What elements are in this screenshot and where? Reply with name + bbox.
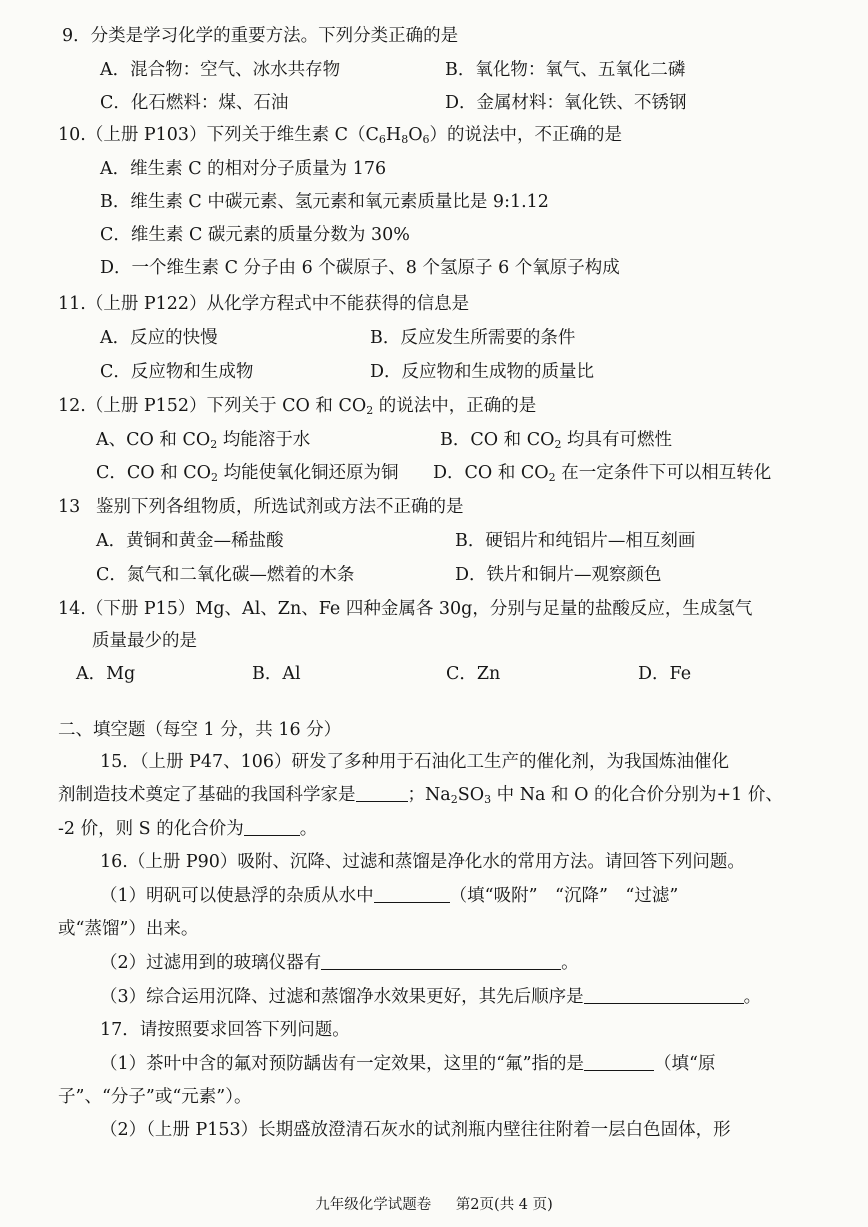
- q14-stem-line2: 质量最少的是: [92, 631, 197, 651]
- q17-stem: 17．请按照要求回答下列问题。: [100, 1020, 350, 1040]
- q14-option-a: A．Mg: [76, 664, 136, 684]
- q11-option-b: B．反应发生所需要的条件: [370, 328, 576, 348]
- footer-page-number: 第2页(共 4 页): [455, 1197, 553, 1213]
- q10-sub-3: 6: [422, 133, 430, 146]
- q12-d-sub: 2: [548, 471, 556, 484]
- q12-d-pre: D．CO 和 CO: [433, 463, 549, 483]
- q12-stem: [58, 394, 536, 418]
- q15-line2-mid-pre: ；Na: [407, 785, 451, 805]
- q15-blank-2[interactable]: [244, 817, 300, 836]
- q11-option-c: C．反应物和生成物: [100, 362, 254, 382]
- q12-c-post: 均能使氧化铜还原为铜: [218, 463, 399, 483]
- q15-blank-1[interactable]: [356, 783, 408, 802]
- q15-line2-pre: 剂制造技术奠定了基础的我国科学家是: [58, 785, 356, 805]
- q15-line3-pre: -2 价，则 S 的化合价为: [58, 819, 244, 839]
- q15-mid: SO: [457, 785, 485, 805]
- q14-stem-line1: 14.（下册 P15）Mg、Al、Zn、Fe 四种金属各 30g，分别与足量的盐酸反应，生成氢气: [58, 599, 753, 619]
- section-title-fill-in: 二、填空题（每空 1 分，共 16 分）: [58, 720, 342, 740]
- q12-d-post: 在一定条件下可以相互转化: [555, 463, 772, 483]
- q17-part1: [100, 1052, 715, 1076]
- q9-stem: 9．分类是学习化学的重要方法。下列分类正确的是: [62, 26, 459, 46]
- q17-part1-line2: 子”、“分子”或“元素”）。: [58, 1087, 252, 1107]
- q12-option-b: [440, 428, 672, 452]
- q15-sub-1: 2: [450, 793, 458, 806]
- q9-option-a: A．混合物：空气、冰水共存物: [100, 60, 341, 80]
- q12-option-a: [96, 428, 310, 452]
- q10-mid-1: H: [385, 125, 402, 145]
- q12-c-sub: 2: [211, 471, 218, 484]
- q12-a-post: 均能溶于水: [217, 430, 311, 450]
- q12-b-sub: 2: [554, 438, 562, 451]
- q10-option-b: B．维生素 C 中碳元素、氢元素和氧元素质量比是 9:1.12: [100, 192, 549, 212]
- q16-p2-pre: （2）过滤用到的玻璃仪器有: [100, 953, 322, 973]
- q12-b-post: 均具有可燃性: [561, 430, 673, 450]
- q12-stem-post: 的说法中，正确的是: [373, 396, 537, 416]
- q16-p3-pre: （3）综合运用沉降、过滤和蒸馏净水效果更好，其先后顺序是: [100, 987, 584, 1007]
- q16-p2-post: 。: [561, 953, 579, 973]
- q12-b-pre: B．CO 和 CO: [440, 430, 555, 450]
- q12-stem-pre: 12.（上册 P152）下列关于 CO 和 CO: [58, 396, 367, 416]
- q10-stem-pre: 10.（上册 P103）下列关于维生素 C（C: [58, 125, 379, 145]
- q13-option-a: A．黄铜和黄金—稀盐酸: [96, 531, 284, 551]
- q16-part3: [100, 985, 761, 1009]
- q10-mid-2: O: [408, 125, 423, 145]
- q16-part1-line2: 或“蒸馏”）出来。: [58, 919, 199, 939]
- q16-blank-3[interactable]: [584, 985, 744, 1004]
- q9-option-b: B．氧化物：氧气、五氧化二磷: [445, 60, 686, 80]
- q10-option-a: A．维生素 C 的相对分子质量为 176: [100, 159, 387, 179]
- q12-a-pre: A、CO 和 CO: [96, 430, 211, 450]
- q16-stem: 16.（上册 P90）吸附、沉降、过滤和蒸馏是净化水的常用方法。请回答下列问题。: [100, 852, 745, 872]
- q15-line2-post: 中 Na 和 O 的化合价分别为+1 价、: [491, 785, 783, 805]
- q16-p3-post: 。: [743, 987, 762, 1007]
- q16-blank-2[interactable]: [321, 951, 561, 970]
- q17-p1-pre: （1）茶叶中含的氟对预防龋齿有一定效果，这里的“氟”指的是: [100, 1054, 585, 1074]
- q16-part1: [100, 884, 678, 908]
- q15-line2: [58, 783, 783, 807]
- q9-option-d: D．金属材料：氧化铁、不锈钢: [445, 93, 687, 113]
- q13-number: 13: [58, 497, 81, 517]
- q14-option-c: C．Zn: [446, 664, 501, 684]
- q16-part2: [100, 951, 579, 975]
- q14-option-b: B．Al: [252, 664, 301, 684]
- q15-line1: 15．（上册 P47、106）研发了多种用于石油化工生产的催化剂，为我国炼油催化: [100, 752, 730, 772]
- footer-title: 九年级化学试题卷: [315, 1197, 432, 1213]
- q10-option-c: C．维生素 C 碳元素的质量分数为 30%: [100, 225, 410, 245]
- q12-option-c: [96, 461, 399, 485]
- q16-p1-post: （填“吸附” “沉降” “过滤”: [449, 886, 679, 906]
- q12-sub: 2: [366, 404, 374, 417]
- q11-option-d: D．反应物和生成物的质量比: [370, 362, 595, 382]
- q13-stem: 鉴别下列各组物质，所选试剂或方法不正确的是: [96, 497, 464, 517]
- q17-blank-1[interactable]: [584, 1052, 654, 1071]
- q13-option-c: C．氮气和二氧化碳—燃着的木条: [96, 565, 355, 585]
- q16-p1-pre: （1）明矾可以使悬浮的杂质从水中: [100, 886, 374, 906]
- q15-line3: [58, 817, 317, 841]
- q12-c-pre: C．CO 和 CO: [96, 463, 211, 483]
- q13-option-b: B．硬铝片和纯铝片—相互刻画: [455, 531, 696, 551]
- q10-option-d: D．一个维生素 C 分子由 6 个碳原子、8 个氢原子 6 个氧原子构成: [100, 258, 620, 278]
- q17-part2: （2）（上册 P153）长期盛放澄清石灰水的试剂瓶内壁往往附着一层白色固体，形: [100, 1120, 731, 1140]
- q10-sub-1: 6: [378, 133, 386, 146]
- q14-option-d: D．Fe: [638, 664, 692, 684]
- q17-p1-post: （填“原: [654, 1054, 716, 1074]
- q11-stem: 11.（上册 P122）从化学方程式中不能获得的信息是: [58, 294, 470, 314]
- q10-stem: [58, 123, 622, 147]
- q12-a-sub: 2: [210, 438, 218, 451]
- q12-option-d: [433, 461, 771, 485]
- q10-stem-post: ）的说法中，不正确的是: [429, 125, 623, 145]
- q16-blank-1[interactable]: [374, 884, 450, 903]
- q10-sub-2: 8: [401, 133, 409, 146]
- q15-sub-2: 3: [484, 793, 492, 806]
- q11-option-a: A．反应的快慢: [100, 328, 218, 348]
- q9-option-c: C．化石燃料：煤、石油: [100, 93, 289, 113]
- q13-option-d: D．铁片和铜片—观察颜色: [455, 565, 662, 585]
- q15-line3-post: 。: [299, 819, 318, 839]
- page-footer: [0, 1195, 868, 1215]
